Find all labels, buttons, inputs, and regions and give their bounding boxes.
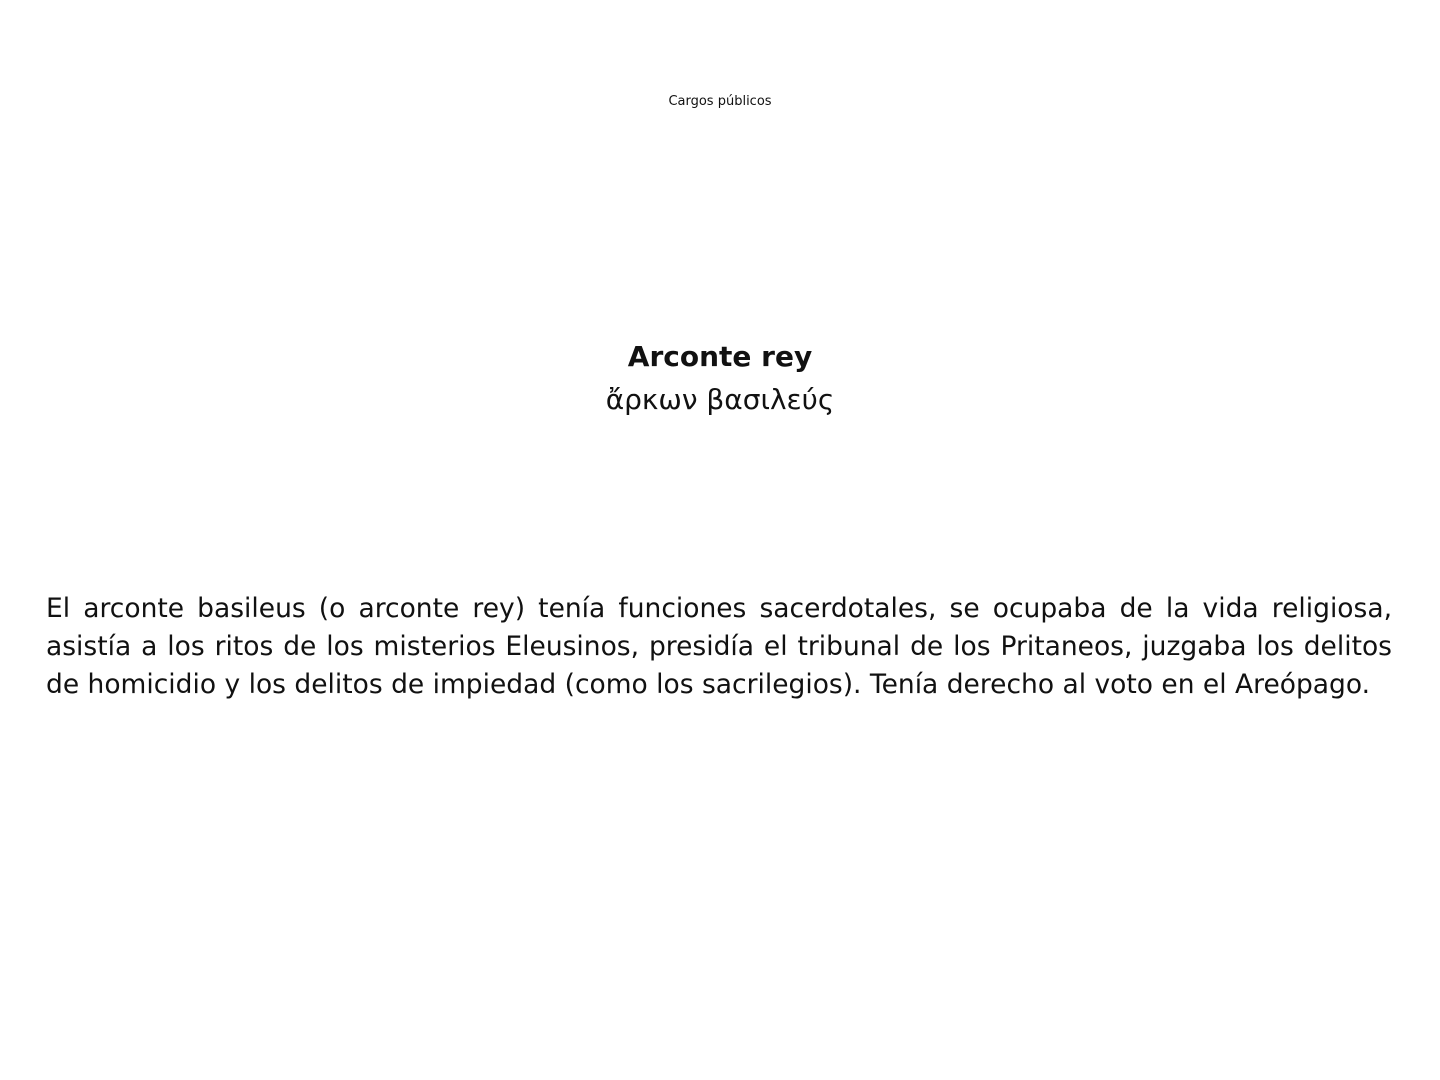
page-subtitle-greek: ἄρκων βασιλεύς: [605, 383, 835, 416]
body-paragraph: El arconte basileus (o arconte rey) tenía funciones sacerdotales, se ocupaba de la vida religiosa, asistía a los ritos de los misterios Eleusinos, presidía el tribunal de los Pritaneos, juzgaba los delitos de homicidio y los delitos de impiedad (como los sacrilegios). Tenía derecho al voto en el Areópago.: [46, 593, 1392, 700]
page-header: Cargos públicos: [668, 94, 772, 109]
title-block: [0, 338, 1440, 424]
page-title: Arconte rey: [627, 340, 813, 373]
